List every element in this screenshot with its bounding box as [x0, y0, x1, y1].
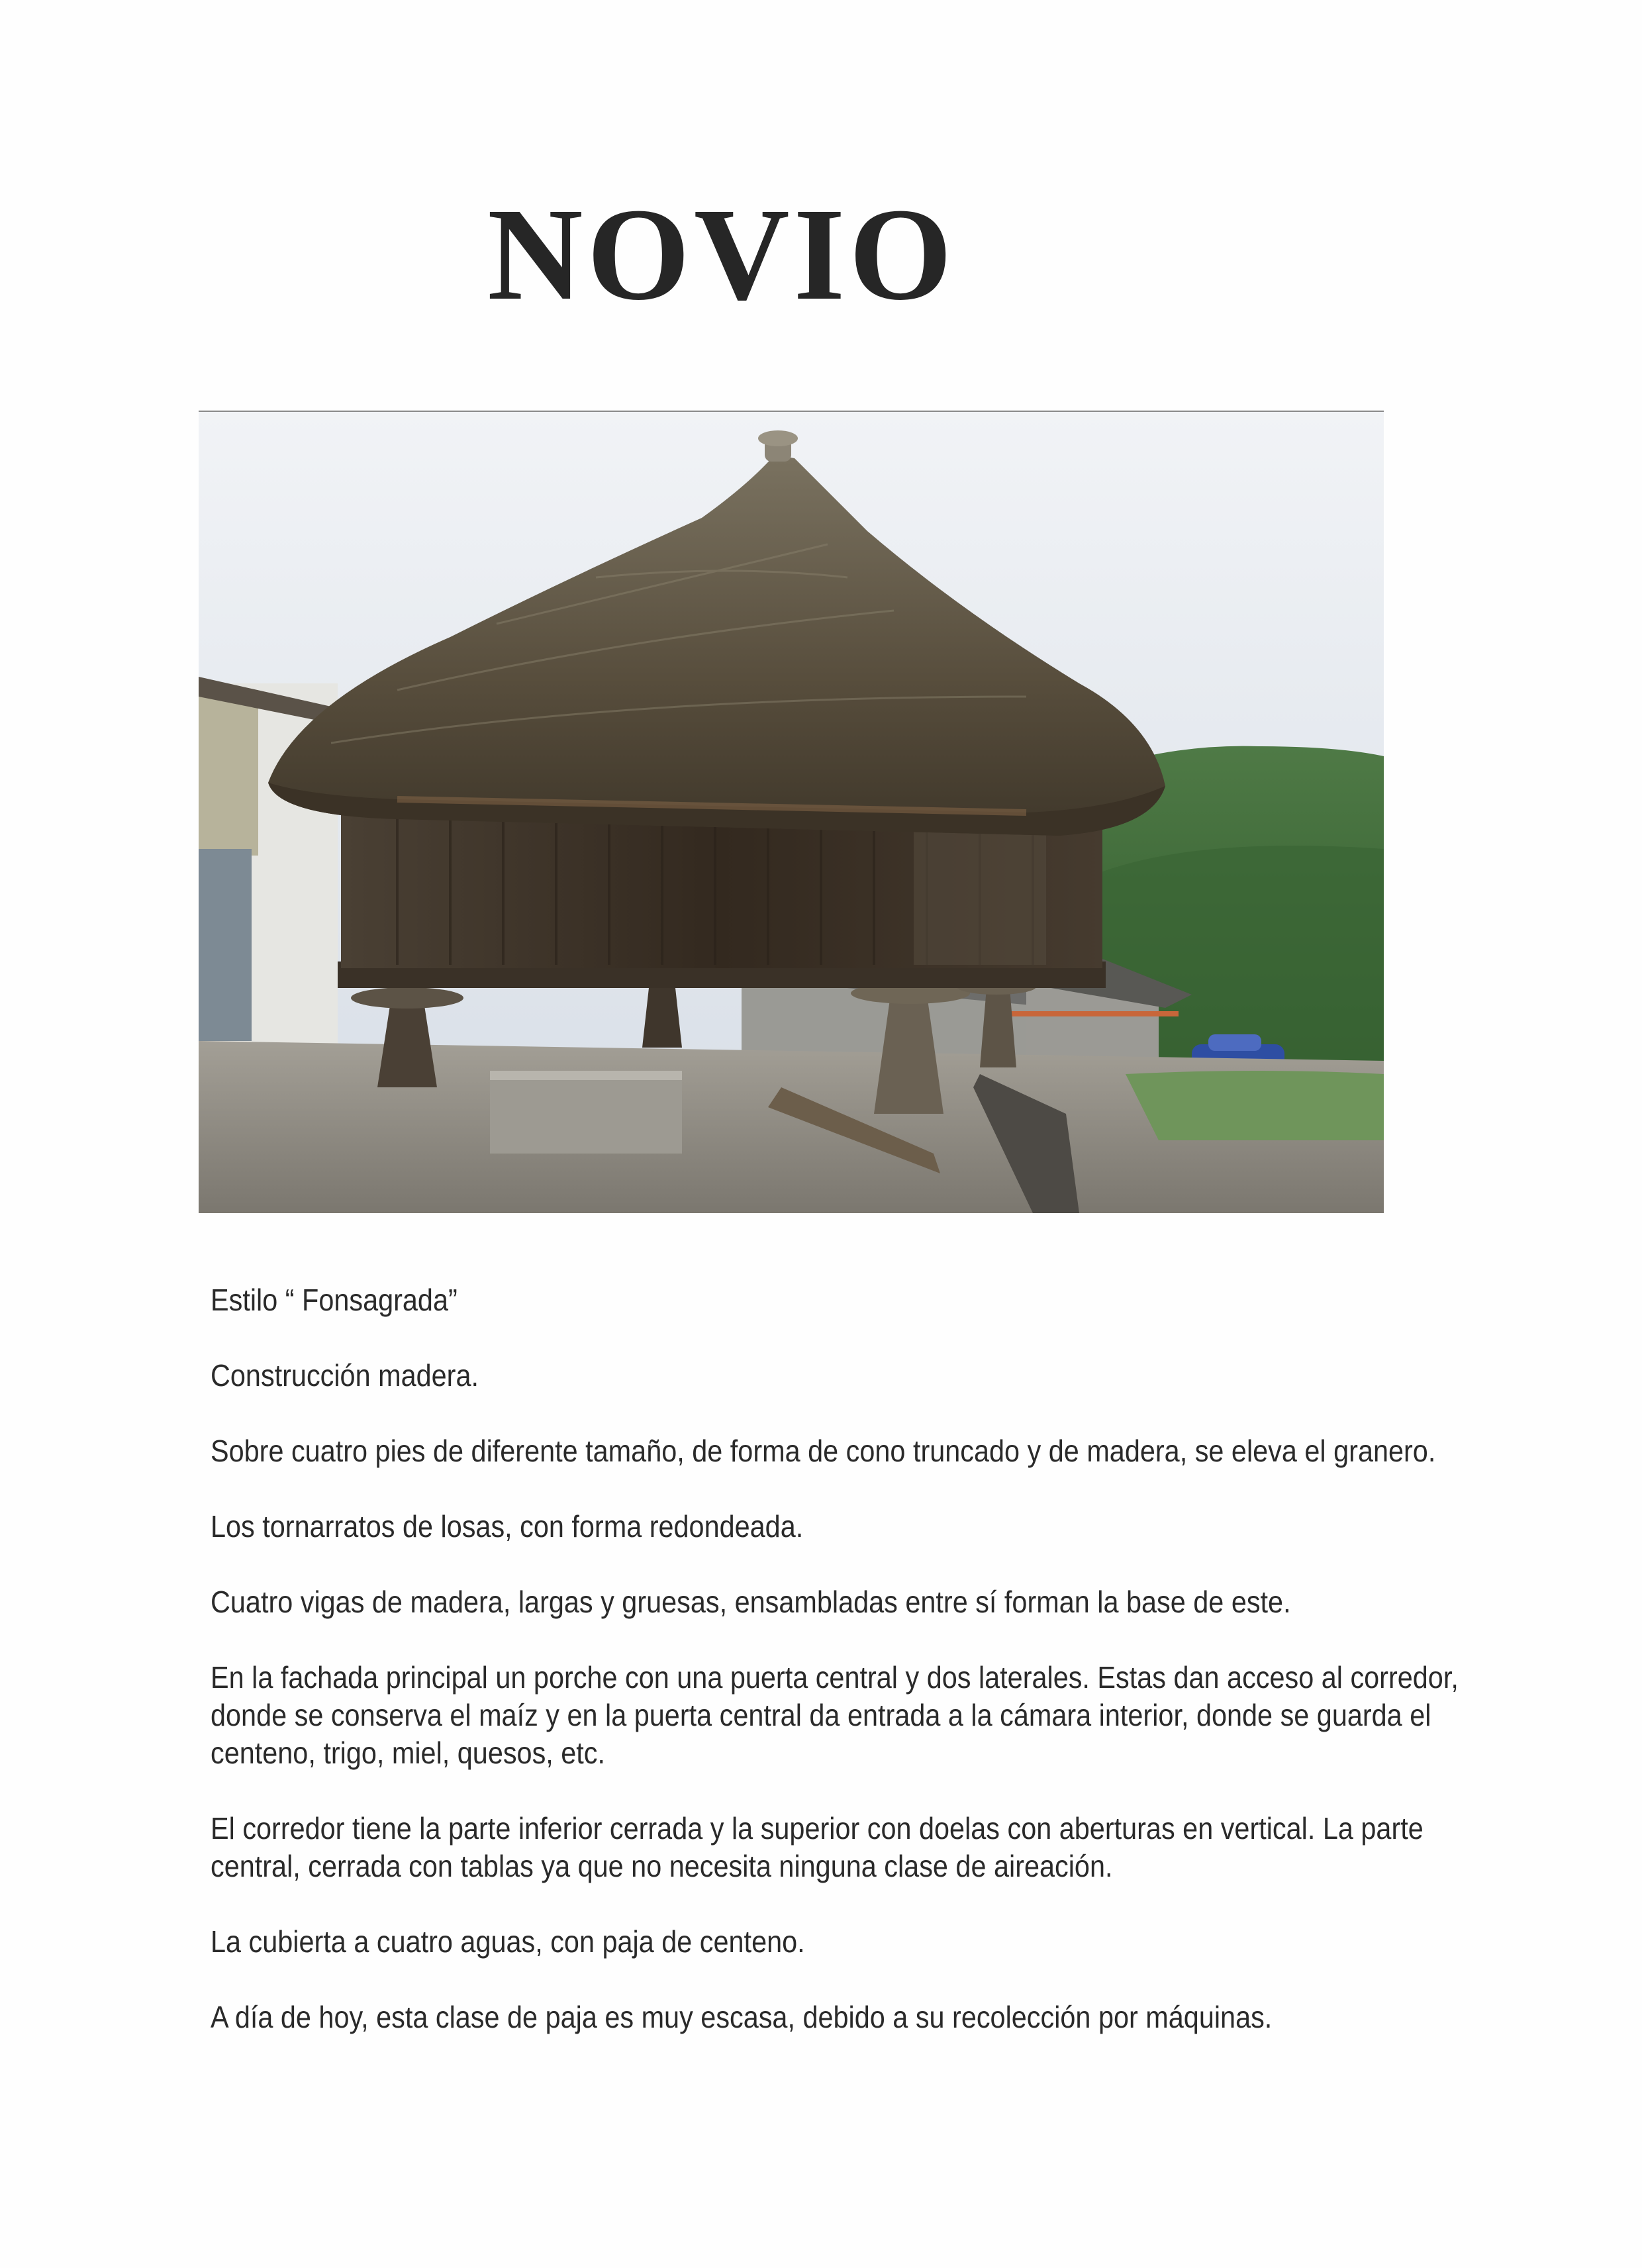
page-title: NOVIO [487, 181, 956, 328]
paragraph-roof: La cubierta a cuatro aguas, con paja de centeno. [211, 1924, 805, 1959]
paragraph-beams: Cuatro vigas de madera, largas y gruesas, ensambladas entre sí forman la base de este. [211, 1585, 1291, 1619]
paragraph-feet: Sobre cuatro pies de diferente tamaño, de forma de cono truncado y de madera, se eleva el granero. [211, 1434, 1436, 1468]
description-text [211, 1281, 1459, 2074]
paragraph-facade: En la fachada principal un porche con una puerta central y dos laterales. Estas dan acceso al corredor, donde se conserva el maíz y en la puerta central da entrada a la cámara interior, donde se guarda el centeno, trigo, miel, quesos, etc. [211, 1660, 1459, 1770]
paragraph-style: Estilo “ Fonsagrada” [211, 1283, 458, 1317]
paragraph-tornarratos: Los tornarratos de losas, con forma redondeada. [211, 1509, 804, 1544]
horreo-photo [199, 411, 1384, 1213]
paragraph-straw: A día de hoy, esta clase de paja es muy escasa, debido a su recolección por máquinas. [211, 2000, 1273, 2034]
paragraph-construction: Construcción madera. [211, 1358, 479, 1393]
horreo-photo-illustration [199, 412, 1384, 1213]
paragraph-corridor: El corredor tiene la parte inferior cerrada y la superior con doelas con aberturas en vertical. La parte central, cerrada con tablas ya que no necesita ninguna clase de aireación. [211, 1811, 1424, 1883]
